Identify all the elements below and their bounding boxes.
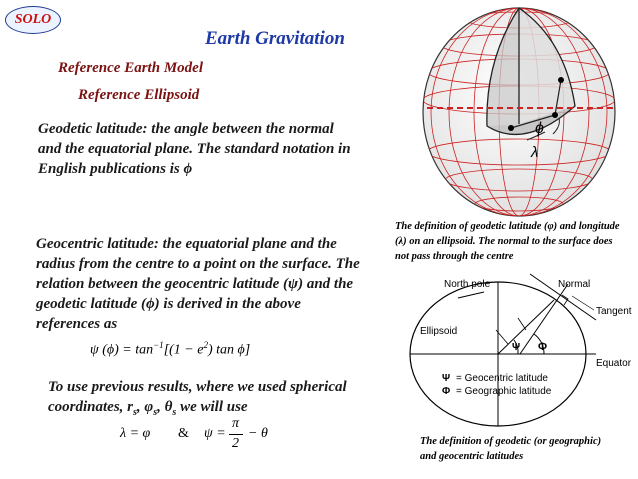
spherical-intro: To use previous results, where we used spherical coordinates, r <box>48 379 347 415</box>
formula-psi-phi <box>90 340 250 359</box>
spherical-phi: , φ <box>136 399 154 415</box>
formula2-num: π <box>232 416 240 431</box>
psi-angle-label: Ψ <box>512 342 521 353</box>
globe-phi-label: ϕ <box>535 120 544 137</box>
globe-caption: The definition of geodetic latitude (φ) and longitude (λ) on an ellipsoid. The normal to the surface does not pass through the centre <box>395 221 620 262</box>
formula2-b: ψ = <box>204 426 226 441</box>
latitude-ellipse-diagram <box>400 270 638 432</box>
geodetic-paragraph: Geodetic latitude: the angle between the normal and the equatorial plane. The standard notation in English publications is ϕ <box>38 121 351 177</box>
formula-lambda-psi <box>120 416 280 456</box>
ellipsoid-globe-diagram <box>415 0 625 218</box>
sub-s3: s <box>172 407 177 418</box>
surface-point-2 <box>558 77 564 83</box>
formula2-c: − θ <box>248 426 268 441</box>
fraction-bar <box>229 434 243 435</box>
surface-point-1 <box>552 112 558 118</box>
legend-phi-text: = Geographic latitude <box>456 386 552 397</box>
formula-end: ) tan ϕ] <box>207 342 251 358</box>
formula-sup2: 2 <box>203 340 208 350</box>
legend-psi-symbol: Ψ <box>442 373 451 384</box>
page-title: Earth Gravitation <box>205 28 345 49</box>
legend-psi-text: = Geocentric latitude <box>456 373 548 384</box>
tangent-pointer <box>572 296 594 310</box>
sub-s2: s <box>153 407 158 418</box>
heading-reference-ellipsoid: Reference Ellipsoid <box>78 87 200 103</box>
globe-lambda-label: λ <box>531 144 539 161</box>
spherical-theta: , θ <box>157 399 173 415</box>
geocentric-paragraph: Geocentric latitude: the equatorial plane and the radius from the centre to a point on the surface. The relation between the geocentric latitude (ψ) and the geodetic latitude (ϕ) is derived in the above references as <box>36 236 360 332</box>
solo-logo: SOLO <box>5 6 61 34</box>
legend-phi-symbol: Φ <box>442 386 451 397</box>
normal-label: Normal <box>558 279 591 290</box>
phi-angle-label: Φ <box>538 341 548 353</box>
formula2-amp: & <box>178 426 189 441</box>
spherical-end: we will use <box>176 399 248 415</box>
formula-lhs: ψ (ϕ) = tan <box>90 342 154 358</box>
heading-reference-earth-model: Reference Earth Model <box>58 60 203 76</box>
north-pole-label: North pole <box>444 279 491 290</box>
formula2-a: λ = φ <box>120 426 151 441</box>
equator-label: Equator <box>596 358 632 369</box>
ellipse-caption: The definition of geodetic (or geographic) and geocentric latitudes <box>420 436 602 462</box>
ellipsoid-label: Ellipsoid <box>420 326 458 337</box>
sub-s1: s <box>133 407 137 418</box>
center-point <box>508 125 514 131</box>
tangent-label: Tangent <box>596 306 632 317</box>
formula-rhs: [(1 − e <box>163 342 204 358</box>
formula2-den: 2 <box>232 436 239 451</box>
formula-sup: −1 <box>153 340 164 350</box>
